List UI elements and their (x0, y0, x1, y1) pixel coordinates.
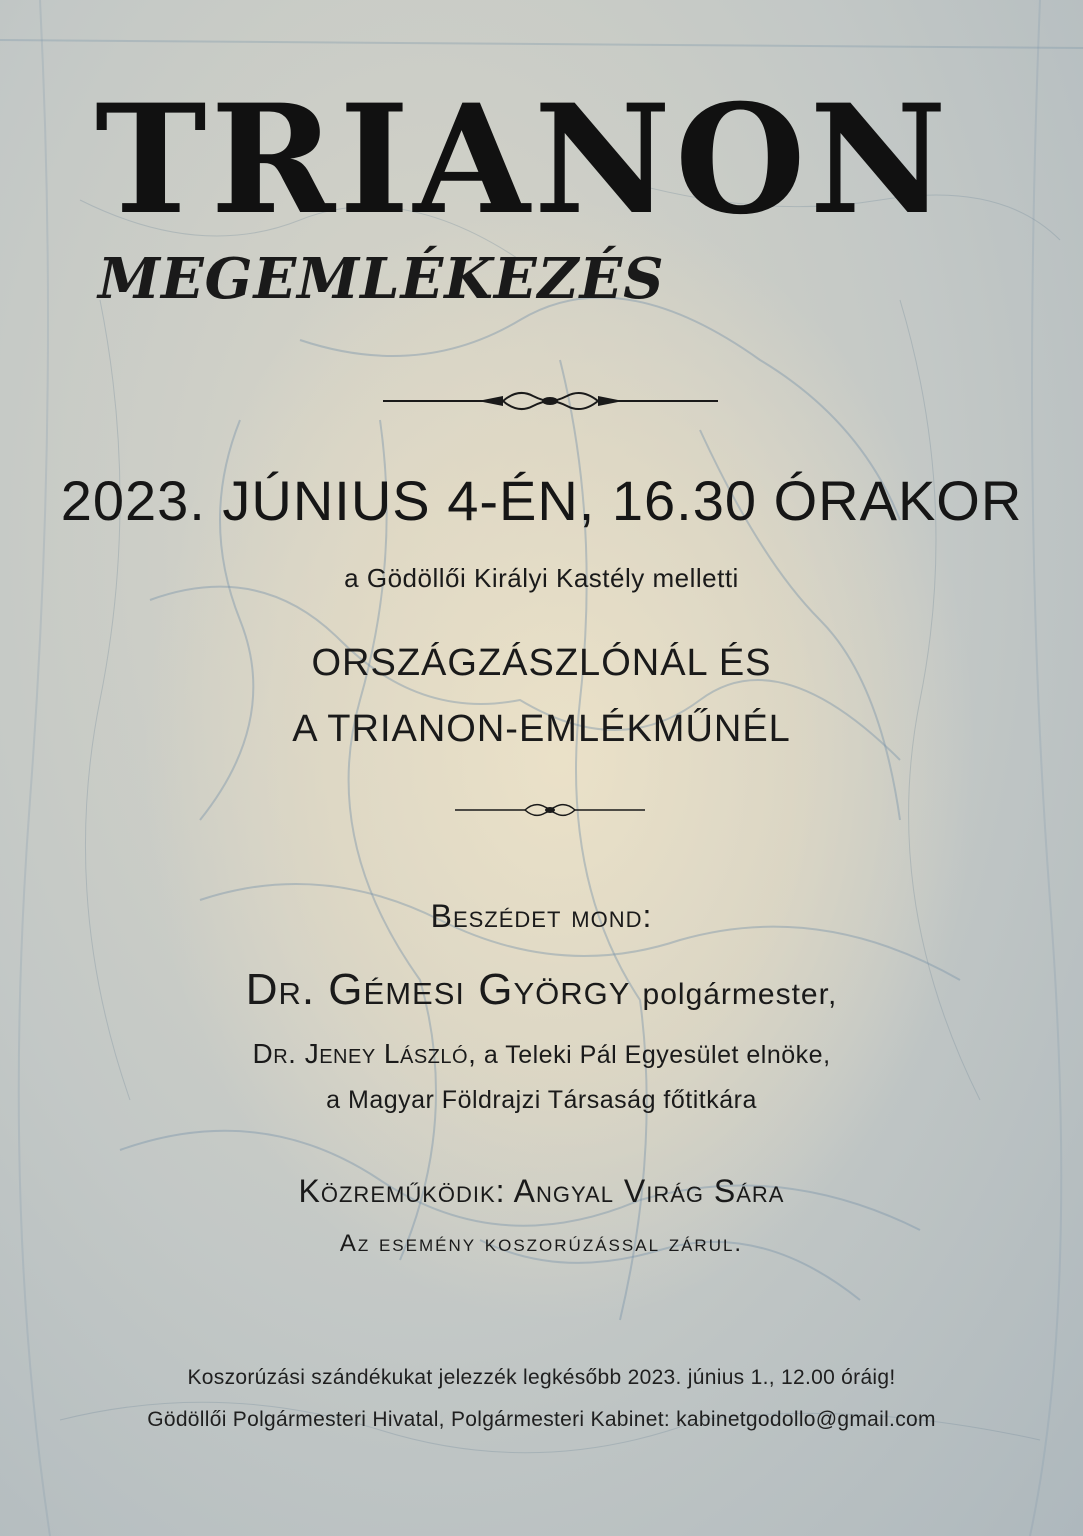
contributor: Közreműködik: Angyal Virág Sára (298, 1173, 785, 1209)
second-speaker (0, 1036, 1083, 1073)
location-line-2: A TRIANON-EMLÉKMŰNÉL (292, 708, 791, 750)
second-speaker-role-1: a Teleki Pál Egyesület elnöke, (483, 1041, 831, 1069)
ornament-divider-middle (455, 798, 645, 822)
location-intro: a Gödöllői Királyi Kastély melletti (344, 563, 739, 593)
second-speaker-role-2: a Magyar Földrajzi Társaság főtitkára (326, 1086, 757, 1114)
main-speaker-name: Dr. Gémesi György (245, 965, 631, 1014)
speech-label: Beszédet mond: (430, 898, 653, 934)
poster-title: TRIANON (95, 72, 951, 248)
second-speaker-name: Dr. Jeney László, (252, 1038, 477, 1069)
contact-notice: Gödöllői Polgármesteri Hivatal, Polgármesteri Kabinet: kabinetgodollo@gmail.com (147, 1408, 936, 1431)
ornament-divider-top (383, 386, 718, 416)
event-date-time: 2023. JÚNIUS 4-ÉN, 16.30 ÓRAKOR (60, 469, 1023, 532)
main-speaker-role: polgármester, (642, 978, 838, 1011)
poster-subtitle: MEGEMLÉKEZÉS (98, 246, 665, 312)
location-line-1: ORSZÁGZÁSZLÓNÁL ÉS (311, 642, 772, 684)
wreath-notice: Koszorúzási szándékukat jelezzék legkésőbb 2023. június 1., 12.00 óráig! (187, 1366, 896, 1389)
closing-note: Az esemény koszorúzással zárul. (339, 1230, 744, 1257)
main-speaker (0, 962, 1083, 1023)
